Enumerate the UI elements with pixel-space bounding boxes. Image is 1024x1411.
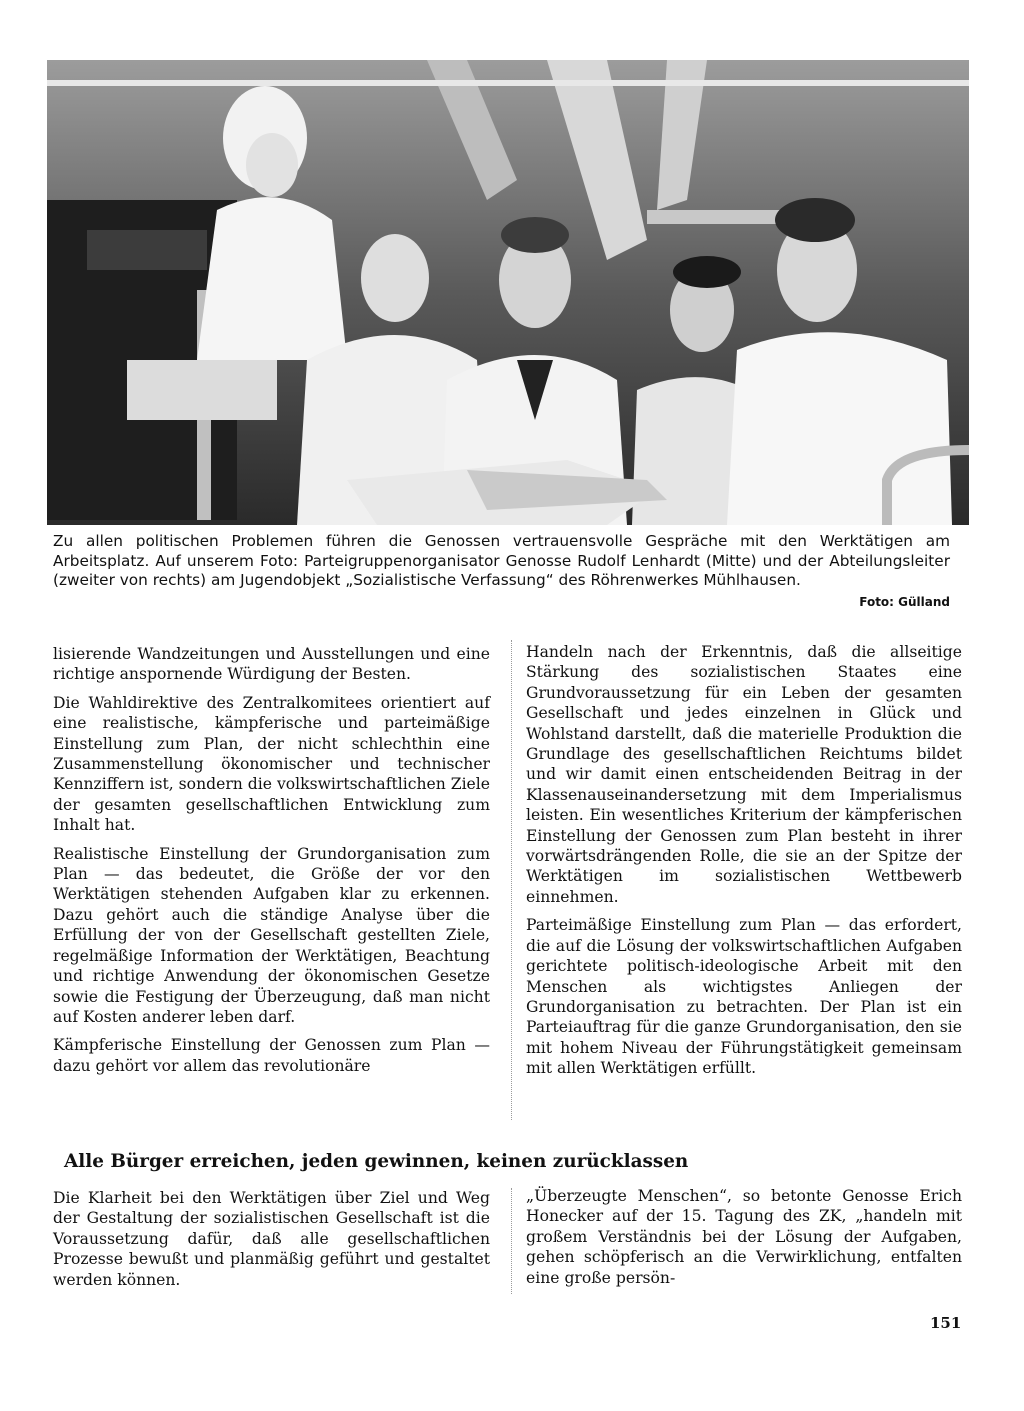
page-number: 151 — [930, 1314, 962, 1332]
photo-credit: Foto: Gülland — [859, 595, 950, 609]
column-divider — [511, 1188, 512, 1294]
photo-workers-reading-newspaper — [47, 60, 969, 525]
paragraph: „Überzeugte Menschen“, so betonte Genosse Erich Honecker auf der 15. Tagung des ZK, „handeln mit großem Verständnis bei der Lösung der Aufgaben, gehen schöpferisch an die Verwirklichung, entfalten eine große persön- — [526, 1187, 962, 1287]
paragraph: Die Wahldirektive des Zentralkomitees orientiert auf eine realistische, kämpferische und parteimäßige Einstellung zum Plan, der nicht schlechthin eine Zusammenstellung ökonomischer und technischer Kennziffern ist, sondern die volkswirtschaftlichen Ziele der gesamten gesellschaftlichen Entwicklung zum Inhalt hat. — [53, 693, 490, 835]
section-column-right — [526, 1186, 962, 1296]
section-heading: Alle Bürger erreichen, jeden gewinnen, keinen zurücklassen — [64, 1151, 689, 1172]
article-column-right — [526, 642, 962, 1087]
paragraph: Realistische Einstellung der Grundorganisation zum Plan — das bedeutet, die Größe der vor den Werktätigen stehenden Aufgaben klar zu erkennen. Dazu gehört auch die ständige Analyse über die Erfüllung der von der Gesellschaft gestellten Ziele, regelmäßige Information der Werktätigen, Beachtung und richtige Anwendung der ökonomischen Gesetze sowie die Festigung der Überzeugung, daß man nicht auf Kosten anderer leben darf. — [53, 844, 490, 1026]
photo-caption: Zu allen politischen Problemen führen die Genossen vertrauensvolle Gespräche mit den Werktätigen am Arbeitsplatz. Auf unserem Foto: Parteigruppenorganisator Genosse Rudolf Lenhardt (Mitte) und der Abteilungsleiter (zweiter von rechts) am Jugendobjekt „Sozialistische Verfassung“ des Röhrenwerkes Mühlhausen. — [53, 532, 950, 590]
paragraph: lisierende Wandzeitungen und Ausstellungen und eine richtige anspornende Würdigung der Besten. — [53, 645, 490, 684]
article-column-left — [53, 644, 490, 1084]
paragraph: Kämpferische Einstellung der Genossen zum Plan — dazu gehört vor allem das revolutionäre — [53, 1036, 490, 1075]
photo-illustration — [47, 60, 969, 525]
paragraph: Parteimäßige Einstellung zum Plan — das erfordert, die auf die Lösung der volkswirtschaftlichen Aufgaben gerichtete politisch-ideologische Arbeit mit den Menschen als wichtigstes Anliegen der Grundorganisation zu betrachten. Der Plan ist ein Parteiauftrag für die ganze Grundorganisation, den sie mit hohem Niveau der Führungstätigkeit gemeinsam mit allen Werktätigen erfüllt. — [526, 916, 962, 1078]
column-divider — [511, 640, 512, 1120]
section-column-left — [53, 1188, 490, 1298]
paragraph: Die Klarheit bei den Werktätigen über Ziel und Weg der Gestaltung der sozialistischen Gesellschaft ist die Voraussetzung dafür, daß alle gesellschaftlichen Prozesse bewußt und planmäßig geführt und gestaltet werden können. — [53, 1189, 490, 1289]
paragraph: Handeln nach der Erkenntnis, daß die allseitige Stärkung des sozialistischen Staates eine Grundvoraussetzung für ein Leben der gesamten Gesellschaft und jedes einzelnen in Glück und Wohlstand darstellt, daß die materielle Produktion die Grundlage des gesellschaftlichen Reichtums bildet und wir damit einen entscheidenden Beitrag in der Klassenauseinandersetzung mit dem Imperialismus leisten. Ein wesentliches Kriterium der kämpferischen Einstellung der Genossen zum Plan besteht in ihrer vorwärtsdrängenden Rolle, die sie an der Spitze der Werktätigen im sozialistischen Wettbewerb einnehmen. — [526, 643, 962, 906]
